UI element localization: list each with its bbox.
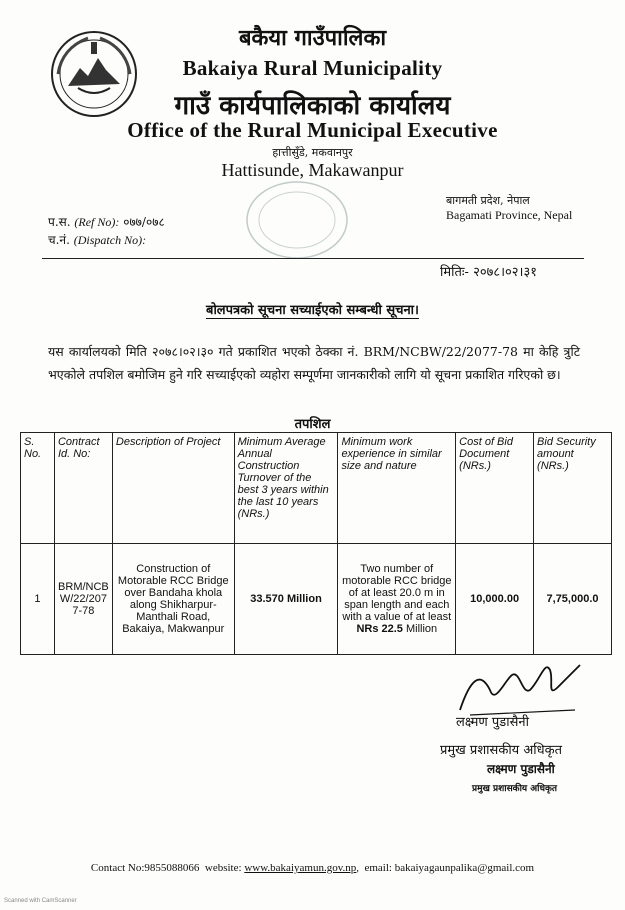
experience-unit: Million [402, 623, 438, 635]
details-table [20, 432, 612, 655]
experience-amount: NRs 22.5 [356, 623, 403, 635]
email-label: email: [364, 862, 392, 874]
details-heading-text: तपशिल [294, 417, 331, 432]
cell-bid-cost: 10,000.00 [456, 544, 534, 655]
header-bid-cost: Cost of Bid Document (NRs.) [456, 433, 534, 544]
municipality-name-en: Bakaiya Rural Municipality [182, 56, 443, 80]
province-np: बागमती प्रदेश, नेपाल [446, 194, 530, 207]
details-heading [0, 414, 625, 432]
scanner-watermark: Scanned with CamScanner [4, 898, 77, 904]
header-description: Description of Project [112, 433, 234, 544]
notice-title [0, 300, 625, 318]
signatory-designation: प्रमुख प्रशासकीय अधिकृत [440, 743, 563, 758]
website-link[interactable]: www.bakaiyamun.gov.np [244, 862, 357, 874]
ref-label-np: प.स. [48, 215, 71, 229]
office-stamp [232, 175, 362, 265]
ref-no [48, 213, 165, 230]
experience-text: Two number of motorable RCC bridge of at least 20.0 m in span length and each with a value of at least [342, 563, 452, 623]
table-row [21, 544, 612, 655]
footer: Contact No:9855088066 website: www.bakaiyamun.gov.np, email: bakaiyagaunpalika@gmail.com [90, 862, 535, 874]
ref-label-en: (Ref No): [74, 215, 120, 229]
stamp-icon [232, 175, 362, 265]
cell-sn: 1 [21, 544, 55, 655]
header-divider [42, 258, 584, 259]
header-bid-security: Bid Security amount (NRs.) [534, 433, 612, 544]
dispatch-label-np: च.नं. [48, 233, 70, 247]
province-en: Bagamati Province, Nepal [446, 208, 573, 222]
header-sn: S. No. [21, 433, 55, 544]
dispatch-label-en: (Dispatch No): [73, 233, 147, 247]
place-en: Hattisunde, Makawanpur [221, 160, 404, 180]
office-name-np: गाउँ कार्यपालिकाको कार्यालय [174, 91, 451, 121]
office-name-en: Office of the Rural Municipal Executive [127, 118, 498, 142]
cell-experience [338, 544, 456, 655]
header-experience: Minimum work experience in similar size and nature [338, 433, 456, 544]
ref-value: ०७७/०७८ [123, 215, 165, 229]
table-header-row [21, 433, 612, 544]
contact-label: Contact No: [90, 862, 145, 874]
email-link[interactable]: bakaiyagaunpalika@gmail.com [394, 862, 535, 874]
notice-date: मितिः- २०७८।०२।३१ [440, 265, 538, 280]
cell-bid-security: 7,75,000.0 [534, 544, 612, 655]
cell-description: Construction of Motorable RCC Bridge over Bandaha khola along Shikharpur-Manthali Road, Bakaiya, Makwanpur [112, 544, 234, 655]
place-np: हात्तीसुँडे, मकवानपुर [272, 146, 353, 159]
stamp-name: लक्ष्मण पुडासैनी [487, 762, 555, 776]
signatory-name: लक्ष्मण पुडासैनी [456, 715, 529, 730]
contact-number: 9855088066 [144, 862, 200, 874]
notice-body: यस कार्यालयको मिति २०७८।०२।३० गते प्रकाशित भएको ठेक्का नं. BRM/NCBW/22/2077-78 मा केहि त्रुटि भएकोले तपशिल बमोजिम हुने गरि सच्याईएको व्यहोरा सम्पूर्णमा जानकारीको लागि यो सूचना प्रकाशित गरिएको छ। [48, 344, 580, 382]
stamp-designation: प्रमुख प्रशासकीय अधिकृत [472, 784, 558, 794]
municipality-name-np: बकैया गाउँपालिका [238, 25, 387, 51]
dispatch-no [48, 231, 146, 248]
website-label: website: [204, 862, 242, 874]
notice-title-text: बोलपत्रको सूचना सच्याईएको सम्बन्धी सूचना। [206, 303, 419, 318]
header-turnover: Minimum Average Annual Construction Turnover of the best 3 years within the last 10 years (NRs.) [234, 433, 338, 544]
cell-turnover: 33.570 Million [234, 544, 338, 655]
cell-contract-id: BRM/NCBW/22/2077-78 [54, 544, 112, 655]
header-contract-id: Contract Id. No: [54, 433, 112, 544]
